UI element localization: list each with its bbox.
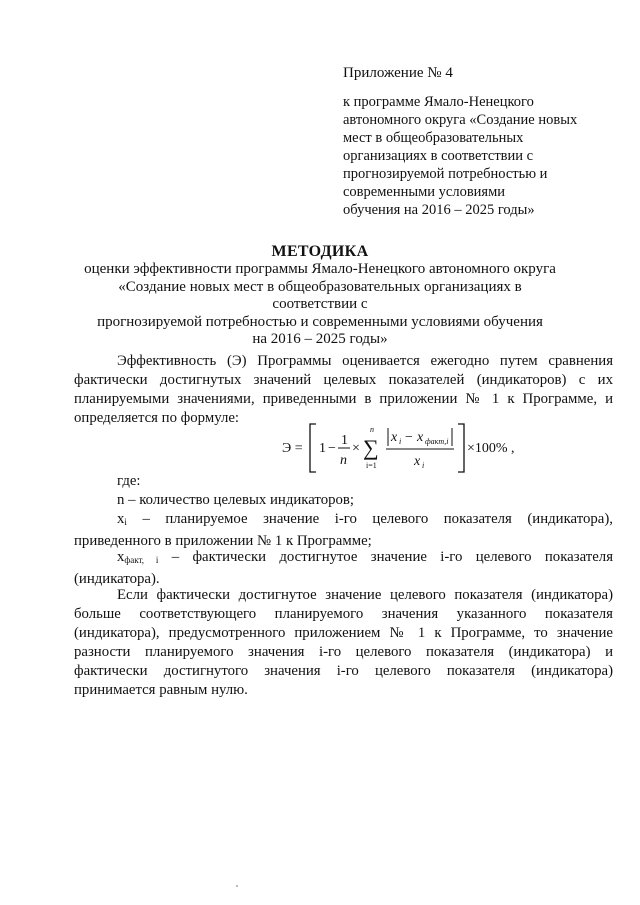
definition-xfact [74, 548, 613, 589]
efficiency-formula [282, 420, 612, 476]
frac-numerator: 1 [341, 433, 348, 448]
den-x: x [414, 454, 421, 469]
document-subtitle: оценки эффективности программы Ямало-Ненецкого автономного округа «Создание новых мест в общеобразовательных организациях в соответствии с прогнозируемой потребностью и современными условиями обучения на 2016 – 2025 годы» [84, 261, 556, 347]
scan-speck [236, 885, 238, 887]
formula-one: 1 [319, 441, 326, 456]
frac-denominator: n [340, 453, 347, 468]
intro-text: Эффективность (Э) Программы оценивается ежегодно путем сравнения фактически достигнутых значений целевых показателей (индикаторов) с их планируемыми значениями, приведенными в приложении № 1 к Программе, и определяется по формуле: [74, 353, 613, 426]
num-xf: x [417, 430, 424, 445]
intro-paragraph [74, 352, 613, 428]
where-label: где: [117, 473, 141, 489]
num-xi: x [391, 430, 398, 445]
sum-upper-limit: n [370, 425, 374, 434]
document-title: МЕТОДИКА [271, 243, 369, 260]
den-sub: i [422, 461, 425, 470]
xi-subscript: i [124, 517, 127, 527]
annex-reference: к программе Ямало-Ненецкого автономного округа «Создание новых мест в общеобразовательных организациях в соответствии с прогнозируемой потребностью и современными условиями обучения на 2016 – 2025 годы» [343, 94, 578, 218]
formula-minus: − [328, 441, 336, 456]
xfact-text: – фактически достигнутое значение i-го целевого показателя (индикатора). [74, 549, 613, 587]
formula-times: × [352, 441, 360, 456]
sum-lower-limit: i=1 [366, 461, 377, 470]
annex-number: Приложение № 4 [343, 65, 453, 81]
num-minus: − [405, 430, 413, 445]
xi-symbol: x [117, 511, 125, 527]
xfact-subscript: факт, i [124, 555, 159, 565]
right-bracket-icon [458, 424, 464, 472]
xi-text: – планируемое значение i-го целевого показателя (индикатора), приведенного в приложении № 1 к Программе; [74, 511, 613, 549]
definition-n: n – количество целевых индикаторов; [117, 492, 354, 508]
num-xf-sub: факт,i [425, 437, 449, 446]
formula-lhs: Э = [282, 441, 303, 456]
left-bracket-icon [310, 424, 316, 472]
num-xi-sub: i [399, 437, 402, 446]
xfact-symbol: x [117, 549, 125, 565]
sum-icon: ∑ [363, 435, 379, 460]
closing-text: Если фактически достигнутое значение целевого показателя (индикатора) больше соответствующего планируемого значения указанного показателя (индикатора), предусмотренного приложением № 1 к Программе, то значение разности планируемого значения i-го целевого показателя (индикатора) и фактически достигнутого значения i-го целевого показателя (индикатора) принимается равным нулю. [74, 587, 613, 698]
definition-xi [74, 510, 613, 551]
closing-paragraph [74, 586, 613, 700]
formula-tail: ×100% , [467, 441, 515, 456]
